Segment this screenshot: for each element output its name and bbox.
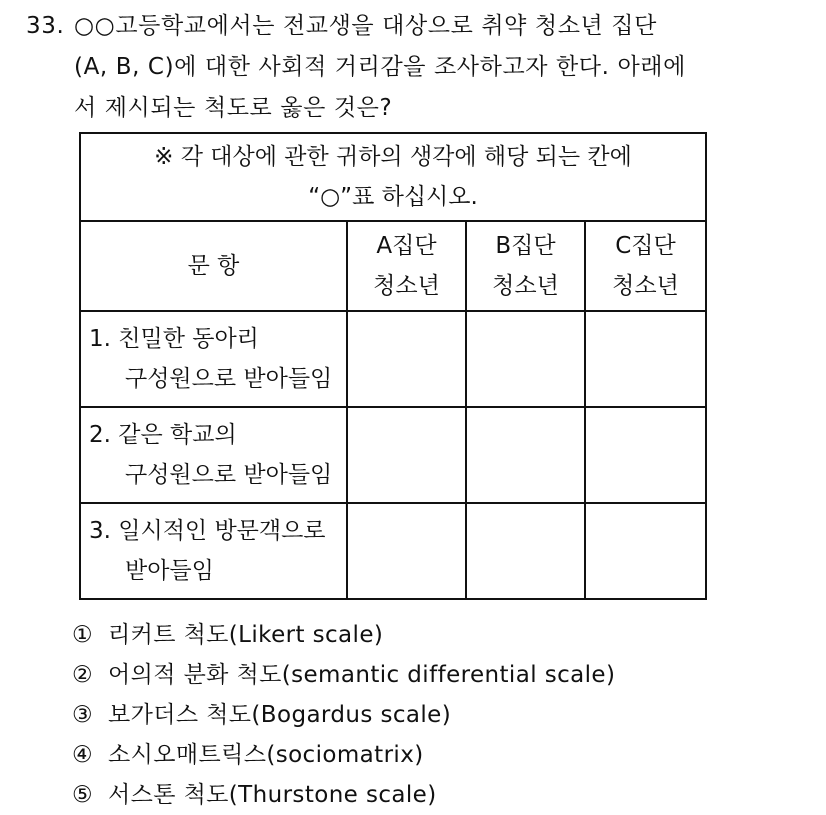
instruction-line-2: “○”표 하십시오.	[308, 184, 478, 210]
option-4-text: 소시오매트릭스(sociomatrix)	[108, 742, 424, 768]
option-1[interactable]	[72, 615, 812, 655]
instruction-line-1: ※ 각 대상에 관한 귀하의 생각에 해당 되는 칸에	[154, 144, 632, 170]
column-header-a	[347, 221, 466, 311]
option-2[interactable]	[72, 655, 812, 695]
item-text-1: 1. 친밀한 동아리 구성원으로 받아들임	[89, 326, 333, 392]
question-text-1: ○○고등학교에서는 전교생을 대상으로 취약 청소년 집단	[74, 13, 657, 39]
option-2-number: ②	[72, 662, 94, 688]
question-line-3: 서 제시되는 척도로 옳은 것은?	[74, 95, 393, 121]
answer-cell-2-a[interactable]	[347, 407, 466, 503]
option-1-text: 리커트 척도(Likert scale)	[108, 622, 384, 648]
answer-cell-2-b[interactable]	[466, 407, 585, 503]
column-header-c	[585, 221, 706, 311]
column-header-b-line-2: 청소년	[492, 273, 559, 299]
option-3[interactable]	[72, 695, 812, 735]
item-text-3: 3. 일시적인 방문객으로 받아들임	[89, 518, 326, 584]
survey-table	[79, 132, 707, 600]
option-2-text: 어의적 분화 척도(semantic differential scale)	[108, 662, 616, 688]
header-row	[80, 221, 706, 311]
question-number: 33.	[26, 13, 65, 39]
option-3-text: 보가더스 척도(Bogardus scale)	[108, 702, 452, 728]
answer-cell-3-b[interactable]	[466, 503, 585, 599]
option-5-text: 서스톤 척도(Thurstone scale)	[108, 782, 437, 808]
column-header-a-line-2: 청소년	[373, 273, 440, 299]
answer-cell-2-c[interactable]	[585, 407, 706, 503]
item-header: 문 항	[80, 221, 347, 311]
column-header-c-line-2: 청소년	[612, 273, 679, 299]
column-header-b-line-1: B집단	[495, 233, 556, 259]
item-text-2: 2. 같은 학교의 구성원으로 받아들임	[89, 422, 333, 488]
item-cell-2	[80, 407, 347, 503]
question-line-1	[26, 6, 806, 47]
answer-cell-1-c[interactable]	[585, 311, 706, 407]
answer-cell-3-a[interactable]	[347, 503, 466, 599]
option-4-number: ④	[72, 742, 94, 768]
option-1-number: ①	[72, 622, 94, 648]
instruction-row	[80, 133, 706, 221]
question-line-2: (A, B, C)에 대한 사회적 거리감을 조사하고자 한다. 아래에	[74, 54, 686, 80]
item-cell-3	[80, 503, 347, 599]
answer-cell-3-c[interactable]	[585, 503, 706, 599]
option-4[interactable]	[72, 735, 812, 775]
option-3-number: ③	[72, 702, 94, 728]
column-header-b	[466, 221, 585, 311]
option-5[interactable]	[72, 775, 812, 815]
column-header-a-line-1: A집단	[376, 233, 437, 259]
table-row	[80, 311, 706, 407]
item-cell-1	[80, 311, 347, 407]
question-stem	[26, 6, 806, 129]
answer-cell-1-b[interactable]	[466, 311, 585, 407]
table-row	[80, 503, 706, 599]
option-5-number: ⑤	[72, 782, 94, 808]
answer-cell-1-a[interactable]	[347, 311, 466, 407]
answer-options	[72, 615, 812, 815]
instruction-cell	[80, 133, 706, 221]
column-header-c-line-1: C집단	[615, 233, 676, 259]
table-row	[80, 407, 706, 503]
